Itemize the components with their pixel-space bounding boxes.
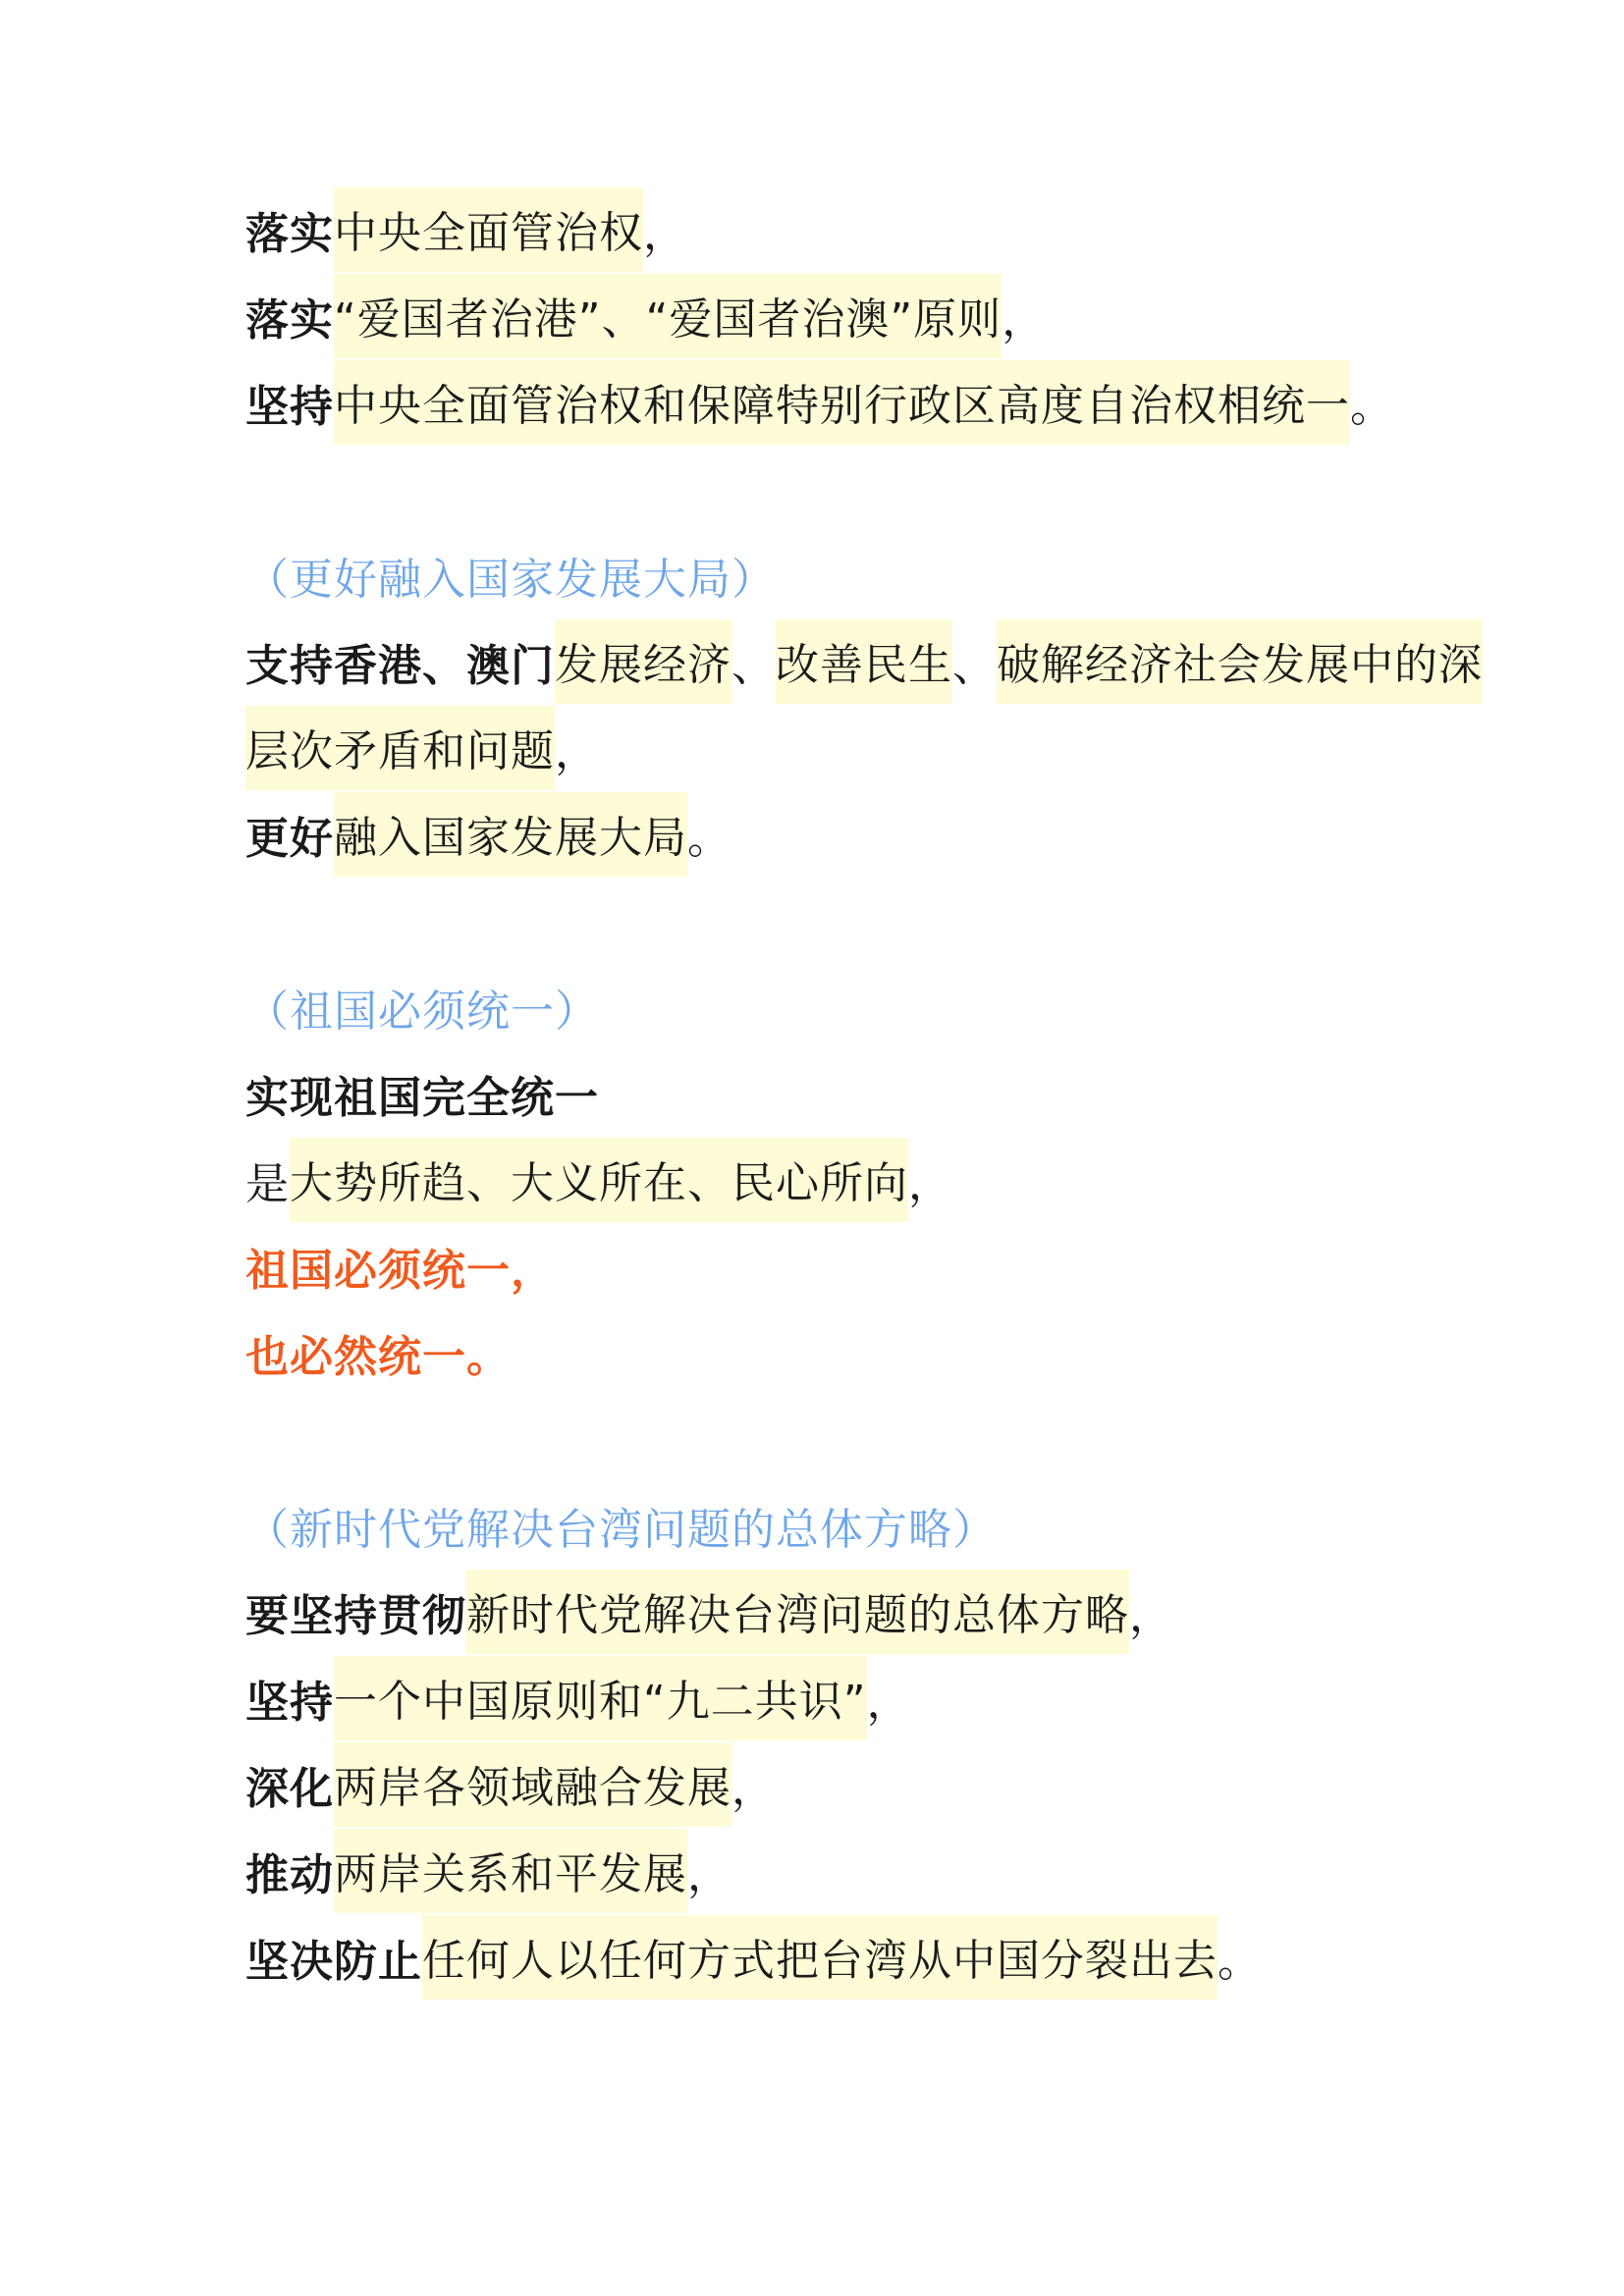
highlighted-text: “爱国者治港”、“爱国者治澳”原则 xyxy=(334,274,1001,358)
separator: 、 xyxy=(952,641,997,691)
keyword: 落实 xyxy=(245,295,334,346)
punctuation: ， xyxy=(643,209,687,259)
keyword: 深化 xyxy=(245,1764,334,1814)
highlighted-text: 新时代党解决台湾问题的总体方略 xyxy=(466,1570,1129,1654)
text-line xyxy=(245,1309,1542,1396)
keyword: 坚持 xyxy=(245,1678,334,1728)
punctuation: 。 xyxy=(687,814,731,864)
text-line xyxy=(245,1050,1542,1137)
text-line xyxy=(245,1569,1542,1655)
highlighted-text: 两岸关系和平发展 xyxy=(334,1829,687,1913)
text-line xyxy=(245,1655,1542,1741)
text-line xyxy=(245,1828,1542,1914)
text-line xyxy=(245,273,1542,359)
keyword: 落实 xyxy=(245,209,334,259)
highlighted-text: 破解经济社会发展中的深 xyxy=(997,619,1483,704)
highlighted-text: 大势所趋、大义所在、民心所向 xyxy=(290,1138,908,1222)
text-line xyxy=(245,791,1542,878)
keyword: 要坚持贯彻 xyxy=(245,1591,466,1641)
text-line xyxy=(245,618,1542,705)
text-line xyxy=(245,1223,1542,1309)
text-line xyxy=(245,1741,1542,1828)
punctuation: ， xyxy=(866,1678,911,1728)
highlighted-text: 融入国家发展大局 xyxy=(334,792,687,877)
separator: 、 xyxy=(731,641,776,691)
punctuation: ， xyxy=(687,1850,731,1900)
punctuation: ， xyxy=(1001,295,1047,346)
punctuation: ， xyxy=(1129,1591,1173,1641)
text-line xyxy=(245,1914,1542,2001)
punctuation: ， xyxy=(555,727,599,777)
document-body xyxy=(245,187,1542,2001)
section-heading: （更好融入国家发展大局） xyxy=(245,555,776,605)
text-line xyxy=(245,705,1542,791)
text-line xyxy=(245,187,1542,273)
punctuation: ， xyxy=(731,1764,776,1814)
text-line xyxy=(245,1137,1542,1223)
emphasis-text: 祖国必须统一， xyxy=(245,1246,555,1296)
punctuation: 。 xyxy=(1218,1937,1262,1987)
highlighted-text: 一个中国原则和“九二共识” xyxy=(334,1656,867,1740)
highlighted-text: 中央全面管治权 xyxy=(334,187,643,272)
highlighted-text: 任何人以任何方式把台湾从中国分裂出去 xyxy=(422,1915,1218,2000)
highlighted-text: 发展经济 xyxy=(555,619,731,704)
highlighted-text: 层次矛盾和问题 xyxy=(245,706,555,790)
punctuation: ， xyxy=(908,1159,952,1209)
keyword: 推动 xyxy=(245,1850,334,1900)
keyword: 更好 xyxy=(245,814,334,864)
keyword: 坚持 xyxy=(245,382,334,432)
keyword: 支持香港、澳门 xyxy=(245,641,555,691)
plain-text: 是 xyxy=(245,1159,290,1209)
section-heading: （祖国必须统一） xyxy=(245,987,599,1037)
emphasis-text: 也必然统一。 xyxy=(245,1332,511,1382)
highlighted-text: 中央全面管治权和保障特别行政区高度自治权相统一 xyxy=(334,360,1350,445)
highlighted-text: 两岸各领域融合发展 xyxy=(334,1742,731,1827)
keyword: 实现祖国完全统一 xyxy=(245,1073,599,1123)
text-line xyxy=(245,359,1542,446)
keyword: 坚决防止 xyxy=(245,1937,422,1987)
highlighted-text: 改善民生 xyxy=(776,619,952,704)
section-heading: （新时代党解决台湾问题的总体方略） xyxy=(245,1505,997,1555)
punctuation: 。 xyxy=(1350,382,1394,432)
